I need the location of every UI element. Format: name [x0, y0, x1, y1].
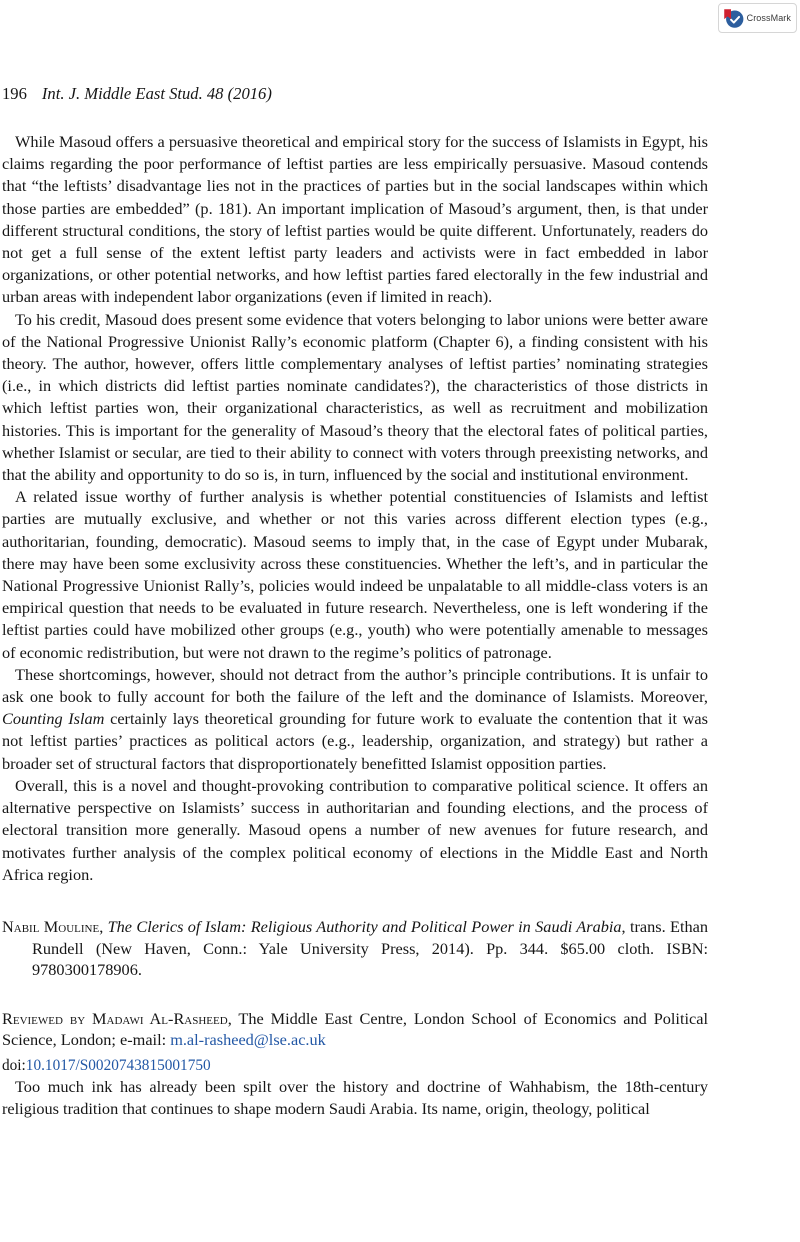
reviewer-byline: Reviewed by Madawi Al-Rasheed: [2, 1008, 228, 1028]
crossmark-badge[interactable]: [718, 3, 797, 33]
paragraph-4-text-cont: certainly lays theoretical grounding for future work to evaluate the contention that it was not leftist parties’ practices as political actors (e.g., leadership, organization, and strategy) but rather a broader set of structural factors that disproportionately benefitted Islamist opposition parties.: [2, 709, 708, 773]
doi-line: [2, 1056, 708, 1076]
next-review-paragraph: Too much ink has already been spilt over the history and doctrine of Wahhabism, the 18th-century religious tradition that continues to shape modern Saudi Arabia. Its name, origin, theology, political: [2, 1076, 708, 1119]
book-citation: [2, 916, 708, 981]
citation-author: Nabil Mouline: [2, 916, 100, 936]
reviewer-email-link[interactable]: m.al-rasheed@lse.ac.uk: [170, 1030, 326, 1050]
paragraph-2: To his credit, Masoud does present some evidence that voters belonging to labor unions were better aware of the National Progressive Unionist Rally’s economic platform (Chapter 6), a finding consistent with his theory. The author, however, offers little complementary analyses of leftist parties’ nominating strategies (i.e., in which districts did leftist parties nominate candidates?), the characteristics of those districts in which leftist parties won, their organizational characteristics, as well as recruitment and mobilization histories. This is important for the generality of Masoud’s theory that the electoral fates of political parties, whether Islamist or secular, are tied to their ability to connect with voters through preexisting networks, and that the ability and opportunity to do so is, in turn, influenced by the social and institutional environment.: [2, 309, 708, 485]
book-title-counting-islam: Counting Islam: [2, 709, 105, 729]
crossmark-icon: [723, 8, 744, 29]
paragraph-4: [2, 664, 708, 775]
reviewer-affiliation: , The Middle East Centre, London School of Economics and Political Science, London; e-mail:: [2, 1008, 708, 1050]
citation-book-title: The Clerics of Islam: Religious Authority and Political Power in Saudi Arabia: [107, 916, 622, 936]
paragraph-3: A related issue worthy of further analysis is whether potential constituencies of Islamists and leftist parties are mutually exclusive, and whether or not this varies across different election types (e.g., authoritarian, founding, democratic). Masoud seems to imply that, in the case of Egypt under Mubarak, there may have been some exclusivity across these constituencies. Whether the left’s, and in particular the National Progressive Unionist Rally’s, policies would indeed be unpalatable to all middle-class voters is an empirical question that needs to be evaluated in future research. Nevertheless, one is left wondering if the leftist parties could have mobilized other groups (e.g., youth) who were potentially amenable to messages of economic redistribution, but were not drawn to the regime’s politics of patronage.: [2, 487, 708, 662]
reviewer-line: [2, 1008, 708, 1051]
paragraph-1: While Masoud offers a persuasive theoretical and empirical story for the success of Islamists in Egypt, his claims regarding the poor performance of leftist parties are less empirically persuasive. Masoud contends that “the leftists’ disadvantage lies not in the practices of parties but in the social landscapes within which those parties are embedded” (p. 181). An important implication of Masoud’s argument, then, is that under different structural conditions, the story of leftist parties would be quite different. Unfortunately, readers do not get a full sense of the extent leftist party leaders and activists were in fact embedded in labor organizations, or other potential networks, and how leftist parties fared electorally in the few industrial and urban areas with independent labor organizations (even if limited in reach).: [2, 132, 708, 307]
citation-separator: ,: [99, 916, 108, 936]
journal-title: Int. J. Middle East Stud. 48 (2016): [41, 84, 272, 103]
citation-details: , trans. Ethan Rundell (New Haven, Conn.: Yale University Press, 2014). Pp. 344. $65.00 cloth. ISBN: 9780300178906.: [32, 916, 709, 980]
doi-link[interactable]: 10.1017/S0020743815001750: [25, 1056, 211, 1074]
crossmark-label: CrossMark: [746, 13, 791, 23]
paragraph-4-text: These shortcomings, however, should not detract from the author’s principle contributions. It is unfair to ask one book to fully account for both the failure of the left and the dominance of Islamists. Moreover,: [2, 664, 708, 707]
page-number: 196: [2, 84, 27, 103]
review-body: [2, 131, 708, 886]
doi-prefix: doi:: [2, 1056, 26, 1074]
running-head: [2, 84, 708, 104]
paragraph-5: Overall, this is a novel and thought-provoking contribution to comparative political science. It offers an alternative perspective on Islamists’ success in authoritarian and founding elections, and the process of electoral transition more generally. Masoud opens a number of new avenues for future research, and motivates further analysis of the complex political economy of elections in the Middle East and North Africa region.: [2, 775, 708, 884]
